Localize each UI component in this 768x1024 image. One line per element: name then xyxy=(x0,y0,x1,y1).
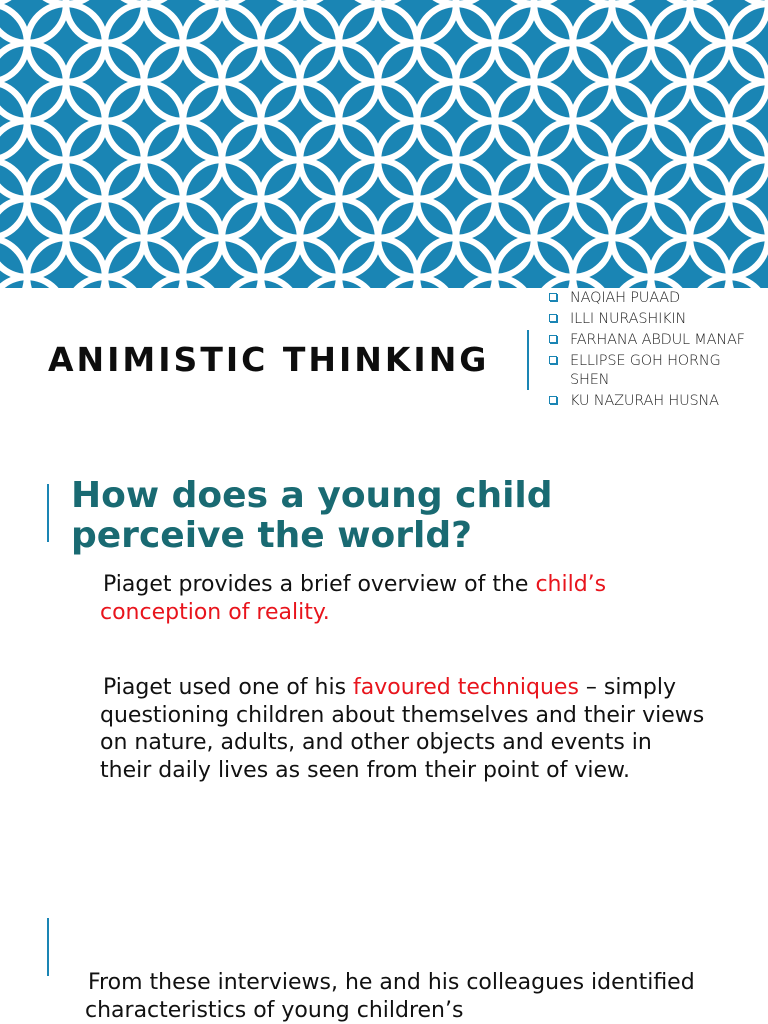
square-bullet-icon xyxy=(549,335,557,343)
paragraph-interviews: From these interviews, he and his colleagues identified characteristics of young children’s xyxy=(85,970,695,1023)
author-item xyxy=(548,352,763,390)
author-name: KU NAZURAH HUSNA xyxy=(570,393,719,409)
accent-bar xyxy=(47,484,49,542)
title-slide xyxy=(0,288,768,438)
author-name: NAQIAH PUAAD xyxy=(570,290,680,306)
square-bullet-icon xyxy=(549,396,557,404)
author-list xyxy=(548,289,763,413)
paragraph-text: Piaget used one of his xyxy=(103,675,354,700)
paragraph-techniques xyxy=(100,674,710,784)
author-name: FARHANA ABDUL MANAF xyxy=(570,332,745,348)
highlighted-text: child’s conception of reality. xyxy=(100,572,607,625)
author-name: ILLI NURASHIKIN xyxy=(570,311,687,327)
highlighted-text: favoured techniques xyxy=(353,675,579,700)
content-slide-perception xyxy=(0,438,768,908)
author-item xyxy=(548,289,763,308)
square-bullet-icon xyxy=(549,356,557,364)
accent-bar xyxy=(47,918,49,976)
author-name: ELLIPSE GOH HORNG SHEN xyxy=(570,353,721,388)
presentation-title: ANIMISTIC THINKING xyxy=(48,340,490,379)
title-divider xyxy=(527,330,529,390)
content-slide-interviews xyxy=(0,908,768,1024)
paragraph-overview xyxy=(100,571,710,626)
circle-pattern-graphic xyxy=(0,0,768,288)
author-item xyxy=(548,392,763,411)
author-item xyxy=(548,331,763,350)
author-item xyxy=(548,310,763,329)
decorative-banner xyxy=(0,0,768,288)
paragraph-text: Piaget provides a brief overview of the xyxy=(103,572,536,597)
slide-heading: How does a young child perceive the world? xyxy=(71,475,553,556)
paragraph-text: – simply questioning children about themselves and their views on nature, adults, and other objects and events in their daily lives as seen from their point of view. xyxy=(100,675,705,783)
square-bullet-icon xyxy=(549,293,557,301)
square-bullet-icon xyxy=(549,314,557,322)
